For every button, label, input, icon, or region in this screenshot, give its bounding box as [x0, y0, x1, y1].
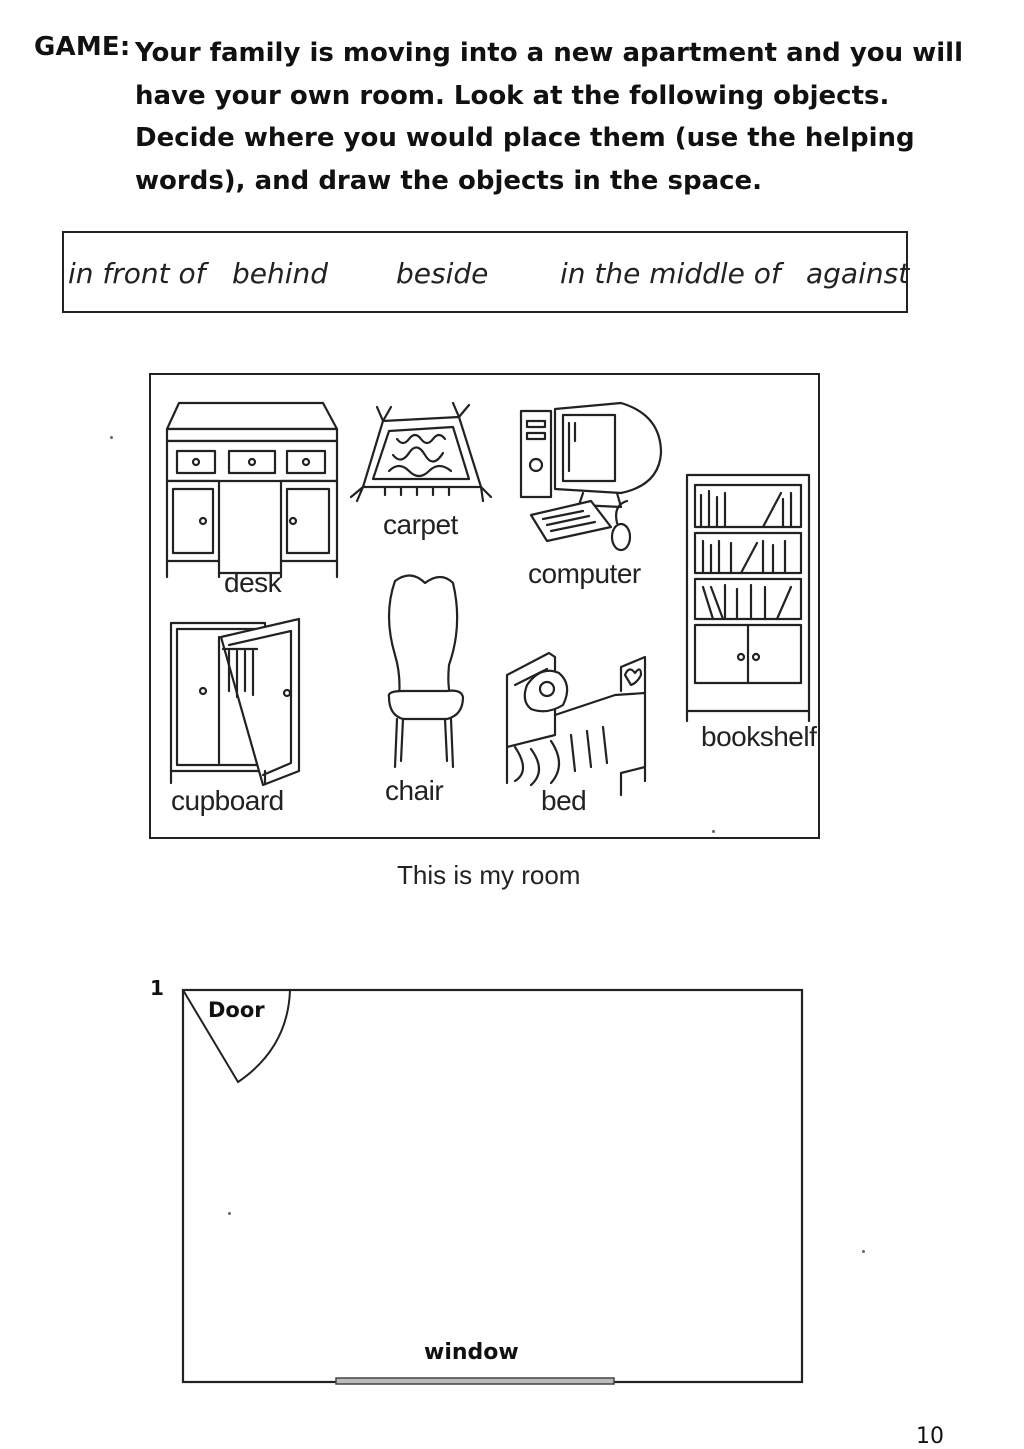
helping-word-against: against [806, 257, 910, 290]
cupboard-icon [171, 619, 299, 785]
helping-word-beside: beside [396, 257, 489, 290]
desk-icon [167, 403, 337, 577]
bookshelf-icon [687, 475, 809, 721]
helping-word-in-front-of: in front of [68, 257, 206, 290]
chair-label: chair [385, 775, 444, 806]
room-plan [178, 984, 808, 1388]
carpet-label: carpet [383, 509, 458, 540]
computer-label: computer [528, 558, 641, 589]
scan-speck [712, 830, 715, 833]
instructions-text: Your family is moving into a new apartment and you will have your own room. Look at the following objects. Decide where you would place them (use the helping words), and draw the objects in the space. [135, 38, 963, 196]
carpet-icon [351, 403, 491, 501]
window-icon [336, 1378, 614, 1384]
room-plan-number: 1 [150, 976, 164, 1000]
scan-speck [228, 1212, 231, 1215]
helping-words-box [62, 231, 908, 313]
computer-icon [521, 403, 661, 550]
bookshelf-label: bookshelf [701, 721, 817, 752]
bed-label: bed [541, 785, 587, 816]
scan-speck [862, 1250, 865, 1253]
chair-icon [389, 575, 463, 767]
cupboard-label: cupboard [171, 785, 284, 816]
caption: This is my room [397, 860, 581, 890]
instructions-label: GAME: [34, 32, 131, 62]
objects-illustration-box [149, 373, 820, 839]
window-label: window [424, 1340, 519, 1365]
scan-speck [110, 436, 113, 439]
helping-word-in-the-middle-of: in the middle of [560, 257, 781, 290]
page-number: 10 [916, 1424, 944, 1449]
desk-label: desk [224, 567, 282, 598]
bed-icon [507, 653, 645, 795]
helping-word-behind: behind [232, 257, 329, 290]
door-label: Door [208, 998, 265, 1022]
